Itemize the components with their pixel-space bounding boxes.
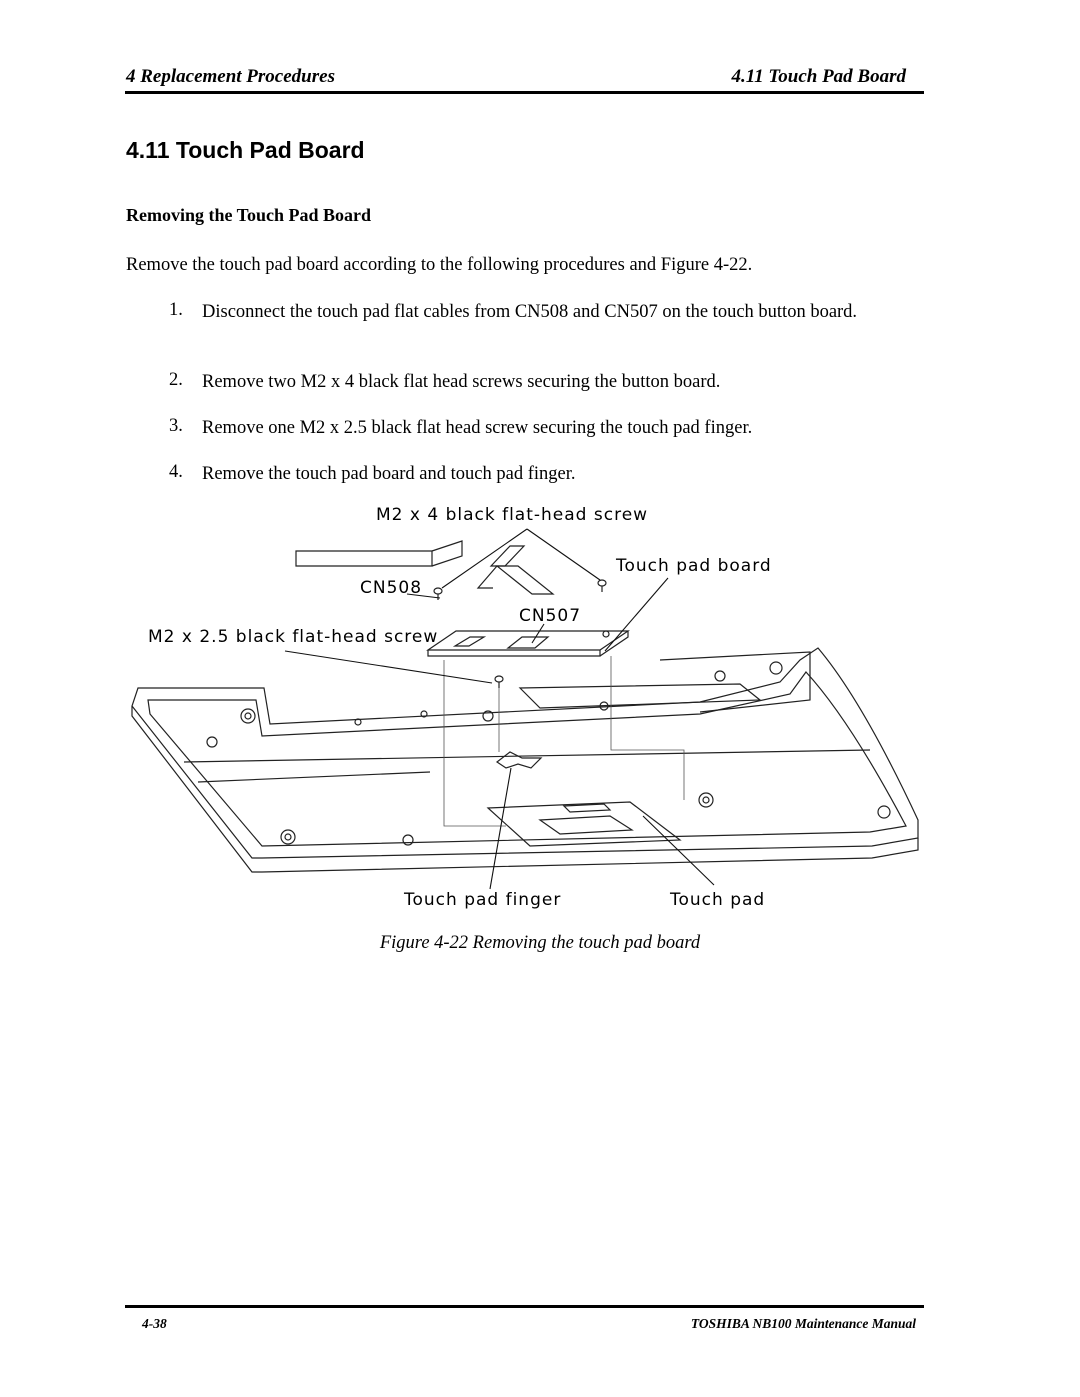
flat-cable-left — [296, 551, 432, 566]
screw-board-right — [598, 580, 606, 592]
page-number: 4-38 — [142, 1316, 167, 1331]
label-cn508: CN508 — [360, 578, 423, 598]
figure-caption: Figure 4-22 Removing the touch pad board — [379, 933, 701, 953]
step-text: Remove two M2 x 4 black flat head screws securing the button board. — [202, 372, 721, 392]
header-left: 4 Replacement Procedures — [126, 66, 335, 87]
manual-title: TOSHIBA NB100 Maintenance Manual — [690, 1316, 916, 1331]
touch-pad-finger — [497, 752, 541, 768]
label-touch-pad-board: Touch pad board — [616, 556, 772, 576]
step-number: 3. — [169, 416, 183, 436]
label-touch-pad: Touch pad — [670, 890, 766, 910]
step-text: Remove one M2 x 2.5 black flat head screw securing the touch pad finger. — [202, 418, 753, 438]
label-m2x4-screw: M2 x 4 black flat-head screw — [376, 505, 649, 525]
flat-cable-left-end — [432, 541, 462, 566]
step-text: Disconnect the touch pad flat cables from CN508 and CN507 on the touch button board. — [202, 302, 858, 322]
base-chassis-inner — [148, 672, 906, 846]
step-number: 4. — [169, 462, 183, 482]
connector-cn508 — [455, 637, 484, 646]
label-cn507: CN507 — [519, 606, 582, 626]
flat-cable-right — [497, 566, 553, 594]
screw-m2x25 — [495, 676, 503, 688]
label-m2x25-screw: M2 x 2.5 black flat-head screw — [148, 627, 439, 647]
step-text: Remove the touch pad board and touch pad finger. — [202, 464, 576, 484]
connector-cn507 — [508, 637, 548, 648]
intro-paragraph: Remove the touch pad board according to the following procedures and Figure 4-22. — [126, 255, 753, 275]
label-touch-pad-finger: Touch pad finger — [404, 890, 562, 910]
touch-button-board — [428, 631, 628, 650]
footer-rule — [125, 1305, 924, 1308]
section-title: 4.11 Touch Pad Board — [126, 137, 365, 163]
step-number: 1. — [169, 300, 183, 320]
header-right: 4.11 Touch Pad Board — [731, 66, 906, 87]
step-number: 2. — [169, 370, 183, 390]
subheading: Removing the Touch Pad Board — [126, 205, 372, 225]
flat-cable-mid — [491, 546, 524, 566]
